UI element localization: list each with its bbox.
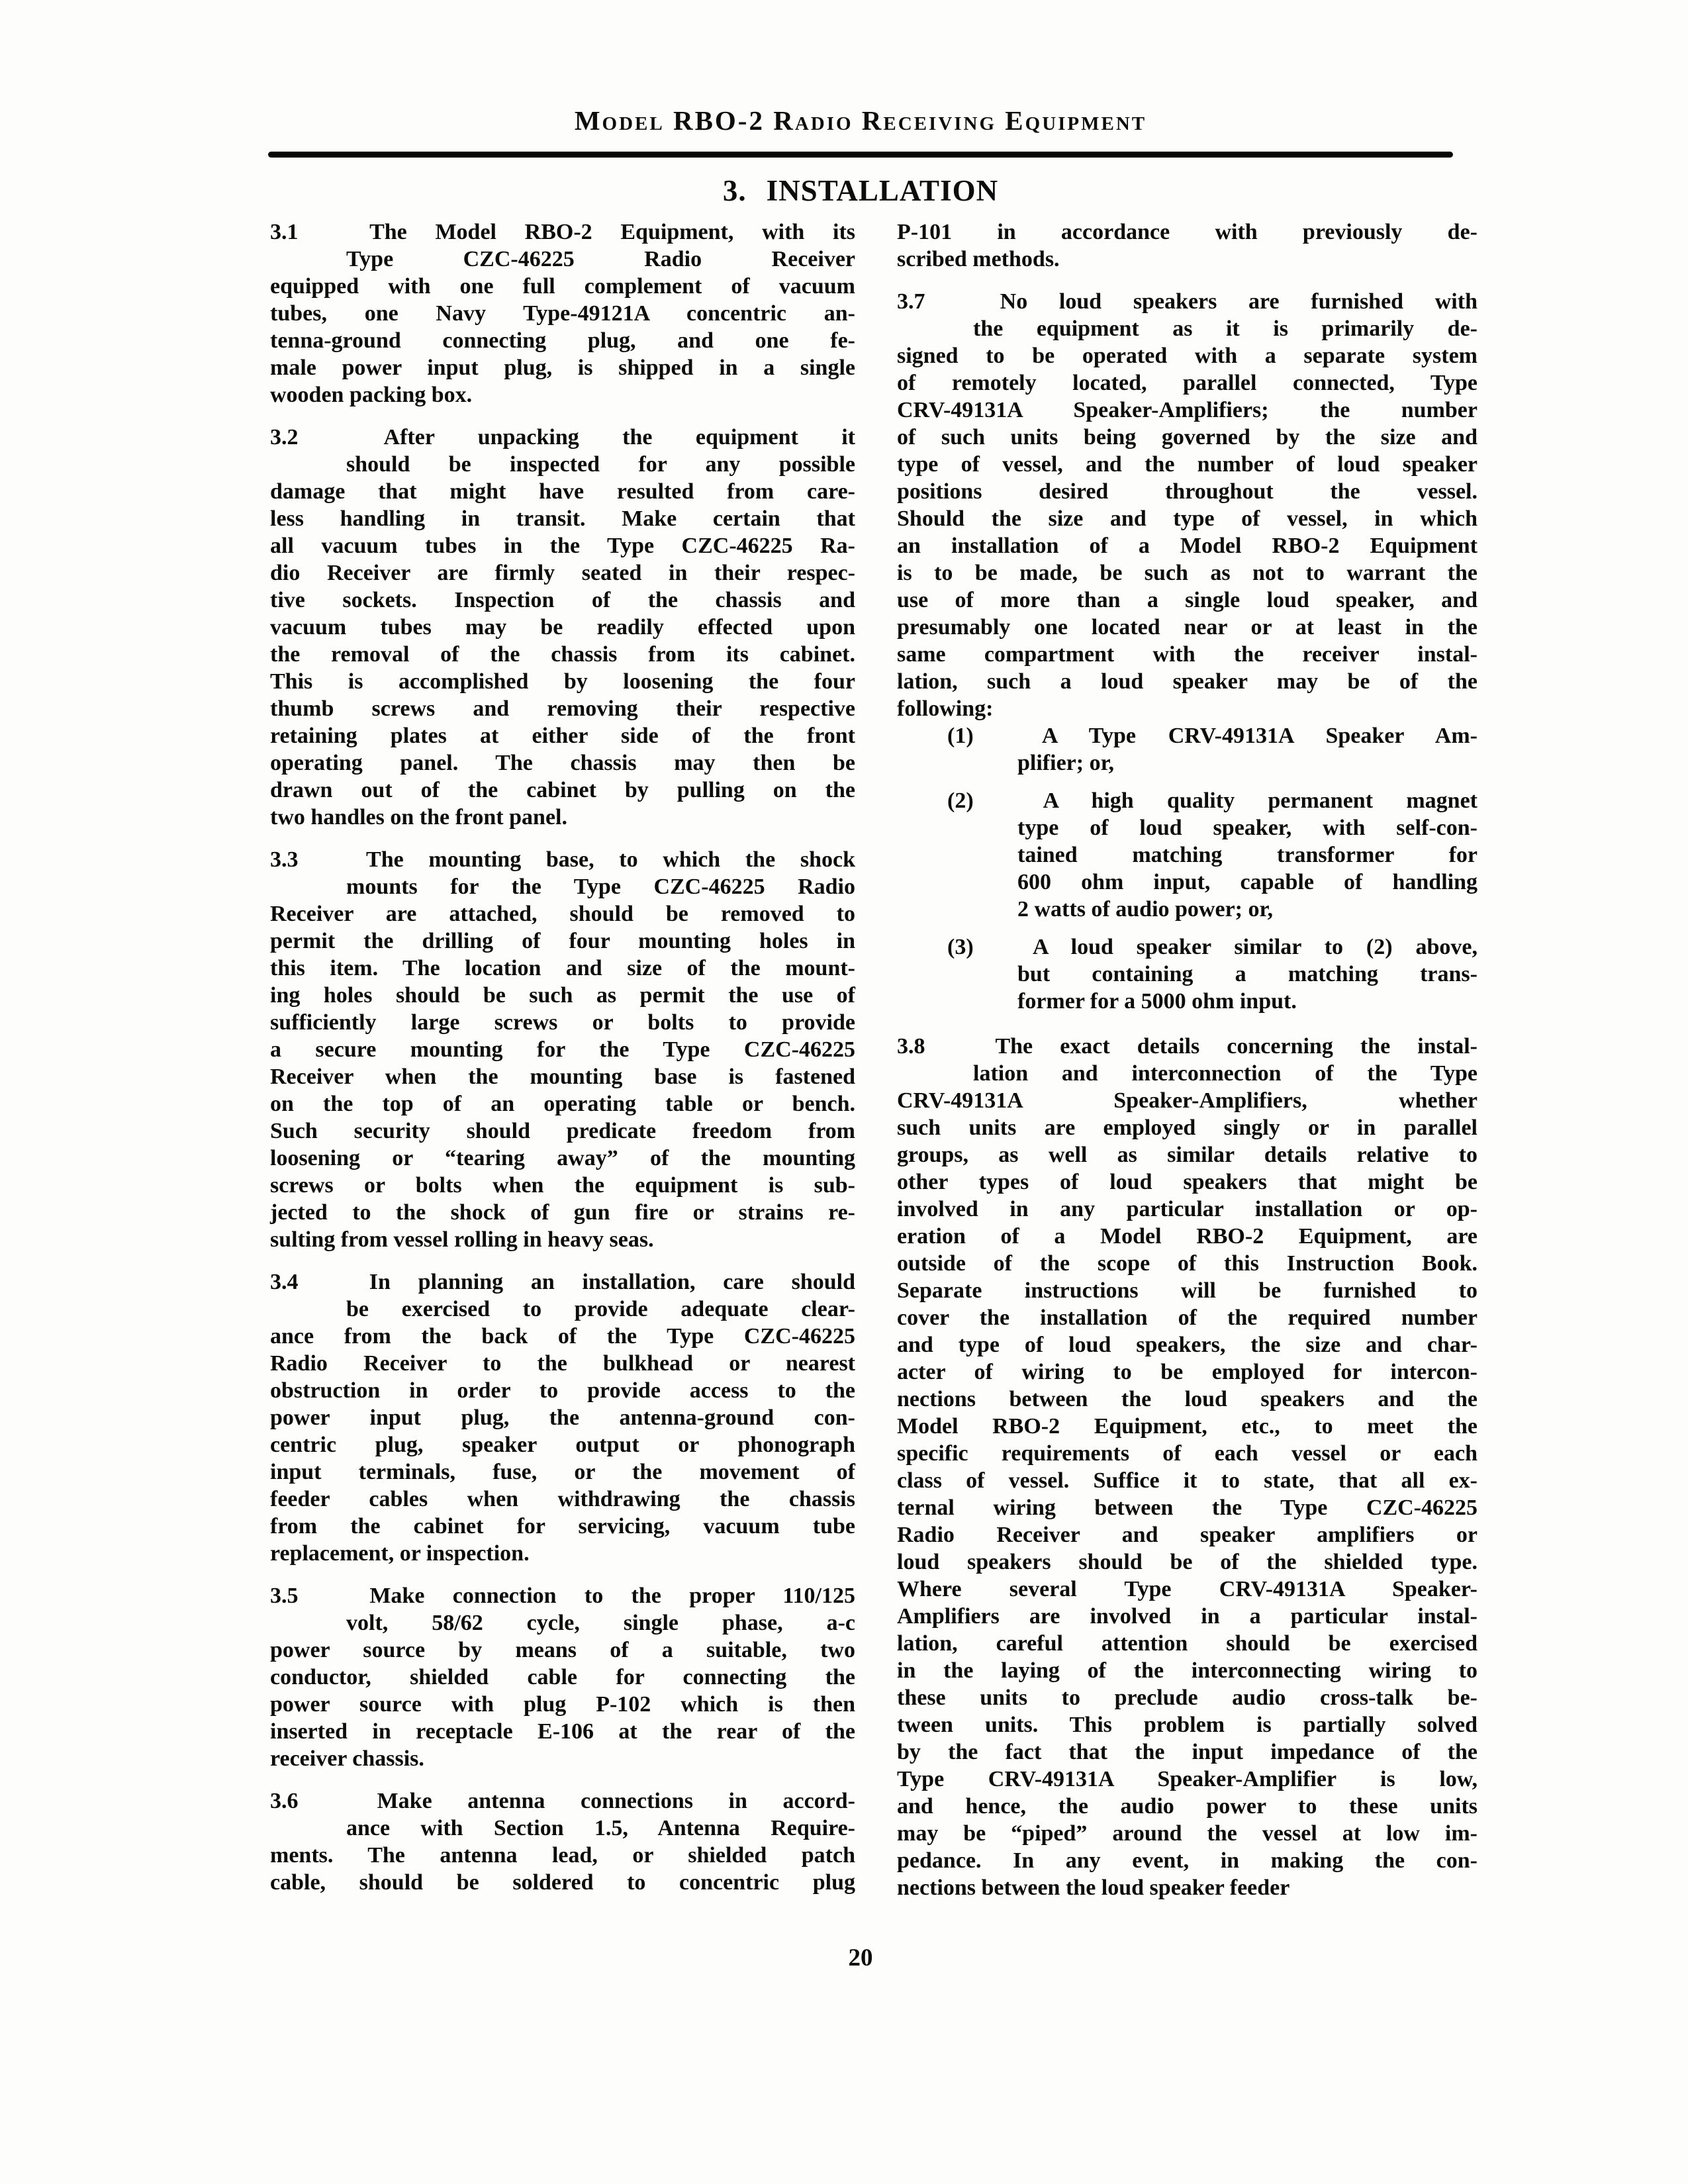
text-line: of remotely located, parallel connected, Type bbox=[897, 371, 1477, 395]
text-line: other types of loud speakers that might be bbox=[897, 1170, 1477, 1194]
text-line: centric plug, speaker output or phonograph bbox=[270, 1433, 855, 1457]
text-line: lation, such a loud speaker may be of the bbox=[897, 669, 1477, 694]
paragraph-3-4 bbox=[270, 1268, 855, 1567]
text-line: lation and interconnection of the Type bbox=[973, 1061, 1477, 1086]
text-line: loud speakers should be of the shielded type. bbox=[897, 1550, 1477, 1574]
text-line: retaining plates at either side of the front bbox=[270, 724, 855, 748]
paragraph-3-6 bbox=[270, 1787, 855, 1896]
text-line: lation, careful attention should be exercised bbox=[897, 1631, 1477, 1656]
text-line: ments. The antenna lead, or shielded patch bbox=[270, 1843, 855, 1868]
text-line: tive sockets. Inspection of the chassis and bbox=[270, 588, 855, 612]
text-line: type of vessel, and the number of loud speaker bbox=[897, 452, 1477, 477]
text-line: inserted in receptacle E-106 at the rear of the bbox=[270, 1719, 855, 1744]
text-line: class of vessel. Suffice it to state, that all ex- bbox=[897, 1468, 1477, 1493]
text-line: these units to preclude audio cross-talk be- bbox=[897, 1685, 1477, 1710]
text-line: should be inspected for any possible bbox=[346, 452, 855, 477]
text-line: but containing a matching trans- bbox=[1017, 962, 1477, 986]
text-line: by the fact that the input impedance of the bbox=[897, 1740, 1477, 1764]
text-line: a secure mounting for the Type CZC-46225 bbox=[270, 1037, 855, 1062]
text-line: 3.3 The mounting base, to which the shock bbox=[270, 847, 855, 872]
text-line: Type CZC-46225 Radio Receiver bbox=[346, 247, 855, 271]
paragraph-3-5 bbox=[270, 1582, 855, 1772]
text-line: Such security should predicate freedom from bbox=[270, 1119, 855, 1143]
text-line: operating panel. The chassis may then be bbox=[270, 751, 855, 775]
paragraph-number: 3.4 bbox=[270, 1270, 299, 1294]
section-name: INSTALLATION bbox=[766, 174, 999, 207]
list-item-1 bbox=[897, 722, 1477, 777]
text-line: male power input plug, is shipped in a single bbox=[270, 356, 855, 380]
text-line: all vacuum tubes in the Type CZC-46225 Ra- bbox=[270, 534, 855, 558]
paragraph-3-1 bbox=[270, 218, 855, 408]
text-line: This is accomplished by loosening the four bbox=[270, 669, 855, 694]
section-number: 3. bbox=[722, 174, 747, 207]
text-line: specific requirements of each vessel or each bbox=[897, 1441, 1477, 1466]
text-line: such units are employed singly or in parallel bbox=[897, 1116, 1477, 1140]
text-line: Receiver are attached, should be removed to bbox=[270, 902, 855, 926]
text-line: dio Receiver are firmly seated in their respec- bbox=[270, 561, 855, 585]
text-line: former for a 5000 ohm input. bbox=[1017, 989, 1297, 1014]
text-line: tained matching transformer for bbox=[1017, 843, 1477, 867]
text-line: cover the installation of the required number bbox=[897, 1306, 1477, 1330]
text-line: presumably one located near or at least in the bbox=[897, 615, 1477, 640]
text-line: drawn out of the cabinet by pulling on the bbox=[270, 778, 855, 802]
text-line: positions desired throughout the vessel. bbox=[897, 479, 1477, 504]
text-line: Radio Receiver and speaker amplifiers or bbox=[897, 1523, 1477, 1547]
text-line: nections between the loud speakers and the bbox=[897, 1387, 1477, 1411]
text-line: (1) A Type CRV-49131A Speaker Am- bbox=[947, 724, 1477, 748]
text-line: use of more than a single loud speaker, and bbox=[897, 588, 1477, 612]
text-line: is to be made, be such as not to warrant the bbox=[897, 561, 1477, 585]
text-line: 600 ohm input, capable of handling bbox=[1017, 870, 1477, 894]
text-line: P-101 in accordance with previously de- bbox=[897, 220, 1477, 244]
text-line: the removal of the chassis from its cabinet. bbox=[270, 642, 855, 667]
text-line: jected to the shock of gun fire or strains re- bbox=[270, 1200, 855, 1225]
text-line: (2) A high quality permanent magnet bbox=[947, 788, 1477, 813]
paragraph-number: 3.6 bbox=[270, 1789, 299, 1813]
text-line: 3.5 Make connection to the proper 110/125 bbox=[270, 1584, 855, 1608]
text-line: signed to be operated with a separate system bbox=[897, 344, 1477, 368]
text-line: sulting from vessel rolling in heavy seas. bbox=[270, 1227, 654, 1252]
list-item-2 bbox=[897, 787, 1477, 923]
paragraph-number: 3.1 bbox=[270, 220, 299, 244]
list-item-number: (2) bbox=[947, 788, 974, 813]
text-line: cable, should be soldered to concentric plug bbox=[270, 1870, 855, 1895]
text-line: ance from the back of the Type CZC-46225 bbox=[270, 1324, 855, 1349]
text-line: in the laying of the interconnecting wiring to bbox=[897, 1658, 1477, 1683]
text-line: damage that might have resulted from care- bbox=[270, 479, 855, 504]
text-line: CRV-49131A Speaker-Amplifiers; the number bbox=[897, 398, 1477, 422]
text-line: ing holes should be such as permit the use of bbox=[270, 983, 855, 1008]
text-line: Amplifiers are involved in a particular instal- bbox=[897, 1604, 1477, 1629]
paragraph-number: 3.5 bbox=[270, 1584, 299, 1608]
text-line: groups, as well as similar details relative to bbox=[897, 1143, 1477, 1167]
paragraph-3-7 bbox=[897, 288, 1477, 722]
text-line: Where several Type CRV-49131A Speaker- bbox=[897, 1577, 1477, 1601]
section-title bbox=[268, 173, 1453, 208]
text-line: this item. The location and size of the mount- bbox=[270, 956, 855, 980]
left-column bbox=[270, 218, 855, 1896]
text-line: screws or bolts when the equipment is sub- bbox=[270, 1173, 855, 1198]
text-line: loosening or “tearing away” of the mounting bbox=[270, 1146, 855, 1170]
list-item-number: (1) bbox=[947, 724, 974, 748]
paragraph-number: 3.8 bbox=[897, 1034, 925, 1059]
text-line: 3.7 No loud speakers are furnished with bbox=[897, 289, 1477, 314]
text-line: less handling in transit. Make certain that bbox=[270, 506, 855, 531]
text-line: wooden packing box. bbox=[270, 383, 473, 407]
text-line: ternal wiring between the Type CZC-46225 bbox=[897, 1496, 1477, 1520]
text-line: following: bbox=[897, 696, 994, 721]
paragraph-3-8 bbox=[897, 1033, 1477, 1901]
text-line: two handles on the front panel. bbox=[270, 805, 567, 830]
list-item-number: (3) bbox=[947, 935, 974, 959]
text-line: 2 watts of audio power; or, bbox=[1017, 897, 1273, 922]
text-line: Model RBO-2 Equipment, etc., to meet the bbox=[897, 1414, 1477, 1439]
text-line: pedance. In any event, in making the con- bbox=[897, 1848, 1477, 1873]
text-line: conductor, shielded cable for connecting the bbox=[270, 1665, 855, 1689]
text-line: input terminals, fuse, or the movement of bbox=[270, 1460, 855, 1484]
text-line: be exercised to provide adequate clear- bbox=[346, 1297, 855, 1321]
paragraph-number: 3.7 bbox=[897, 289, 925, 314]
text-line: Should the size and type of vessel, in which bbox=[897, 506, 1477, 531]
text-line: tween units. This problem is partially solved bbox=[897, 1713, 1477, 1737]
list-item-3 bbox=[897, 933, 1477, 1015]
running-head: Model RBO-2 Radio Receiving Equipment bbox=[574, 105, 1147, 136]
text-line: involved in any particular installation or op- bbox=[897, 1197, 1477, 1221]
text-line: and hence, the audio power to these units bbox=[897, 1794, 1477, 1819]
text-line: Receiver when the mounting base is fastened bbox=[270, 1065, 855, 1089]
text-line: ance with Section 1.5, Antenna Require- bbox=[346, 1816, 855, 1840]
paragraph-number: 3.3 bbox=[270, 847, 299, 872]
text-line: 3.1 The Model RBO-2 Equipment, with its bbox=[270, 220, 855, 244]
text-line: on the top of an operating table or bench. bbox=[270, 1092, 855, 1116]
text-line: 3.6 Make antenna connections in accord- bbox=[270, 1789, 855, 1813]
right-column bbox=[897, 218, 1477, 1901]
header-rule bbox=[268, 152, 1453, 158]
text-line: Type CRV-49131A Speaker-Amplifier is low, bbox=[897, 1767, 1477, 1791]
text-line: may be “piped” around the vessel at low im- bbox=[897, 1821, 1477, 1846]
text-line: nections between the loud speaker feeder bbox=[897, 1875, 1290, 1900]
text-line: replacement, or inspection. bbox=[270, 1541, 530, 1566]
text-line: vacuum tubes may be readily effected upon bbox=[270, 615, 855, 640]
text-line: scribed methods. bbox=[897, 247, 1060, 271]
text-line: plifier; or, bbox=[1017, 751, 1115, 775]
text-line: thumb screws and removing their respective bbox=[270, 696, 855, 721]
text-line: and type of loud speakers, the size and char- bbox=[897, 1333, 1477, 1357]
text-line: volt, 58/62 cycle, single phase, a-c bbox=[346, 1611, 855, 1635]
text-line: permit the drilling of four mounting holes in bbox=[270, 929, 855, 953]
text-line: receiver chassis. bbox=[270, 1746, 424, 1771]
text-line: tubes, one Navy Type-49121A concentric an- bbox=[270, 301, 855, 326]
text-line: power source with plug P-102 which is then bbox=[270, 1692, 855, 1717]
text-line: an installation of a Model RBO-2 Equipment bbox=[897, 534, 1477, 558]
text-line: Separate instructions will be furnished to bbox=[897, 1278, 1477, 1303]
text-line: same compartment with the receiver instal- bbox=[897, 642, 1477, 667]
text-line: mounts for the Type CZC-46225 Radio bbox=[346, 875, 855, 899]
paragraph-continuation bbox=[897, 218, 1477, 273]
page-number: 20 bbox=[848, 1944, 873, 1971]
text-line: CRV-49131A Speaker-Amplifiers, whether bbox=[897, 1088, 1477, 1113]
text-line: type of loud speaker, with self-con- bbox=[1017, 816, 1477, 840]
text-line: eration of a Model RBO-2 Equipment, are bbox=[897, 1224, 1477, 1249]
text-line: power input plug, the antenna-ground con- bbox=[270, 1405, 855, 1430]
paragraph-3-3 bbox=[270, 846, 855, 1253]
text-line: tenna-ground connecting plug, and one fe- bbox=[270, 328, 855, 353]
text-line: (3) A loud speaker similar to (2) above, bbox=[947, 935, 1477, 959]
text-line: outside of the scope of this Instruction Book. bbox=[897, 1251, 1477, 1276]
text-line: the equipment as it is primarily de- bbox=[973, 316, 1477, 341]
text-line: 3.2 After unpacking the equipment it bbox=[270, 425, 855, 450]
text-line: 3.4 In planning an installation, care should bbox=[270, 1270, 855, 1294]
text-line: of such units being governed by the size and bbox=[897, 425, 1477, 450]
text-line: feeder cables when withdrawing the chassis bbox=[270, 1487, 855, 1511]
text-line: from the cabinet for servicing, vacuum tube bbox=[270, 1514, 855, 1539]
text-line: equipped with one full complement of vacuum bbox=[270, 274, 855, 299]
text-line: 3.8 The exact details concerning the instal- bbox=[897, 1034, 1477, 1059]
text-line: Radio Receiver to the bulkhead or nearest bbox=[270, 1351, 855, 1376]
paragraph-3-2 bbox=[270, 424, 855, 831]
text-line: acter of wiring to be employed for intercon- bbox=[897, 1360, 1477, 1384]
paragraph-number: 3.2 bbox=[270, 425, 299, 450]
text-line: sufficiently large screws or bolts to provide bbox=[270, 1010, 855, 1035]
text-line: obstruction in order to provide access to the bbox=[270, 1378, 855, 1403]
text-line: power source by means of a suitable, two bbox=[270, 1638, 855, 1662]
